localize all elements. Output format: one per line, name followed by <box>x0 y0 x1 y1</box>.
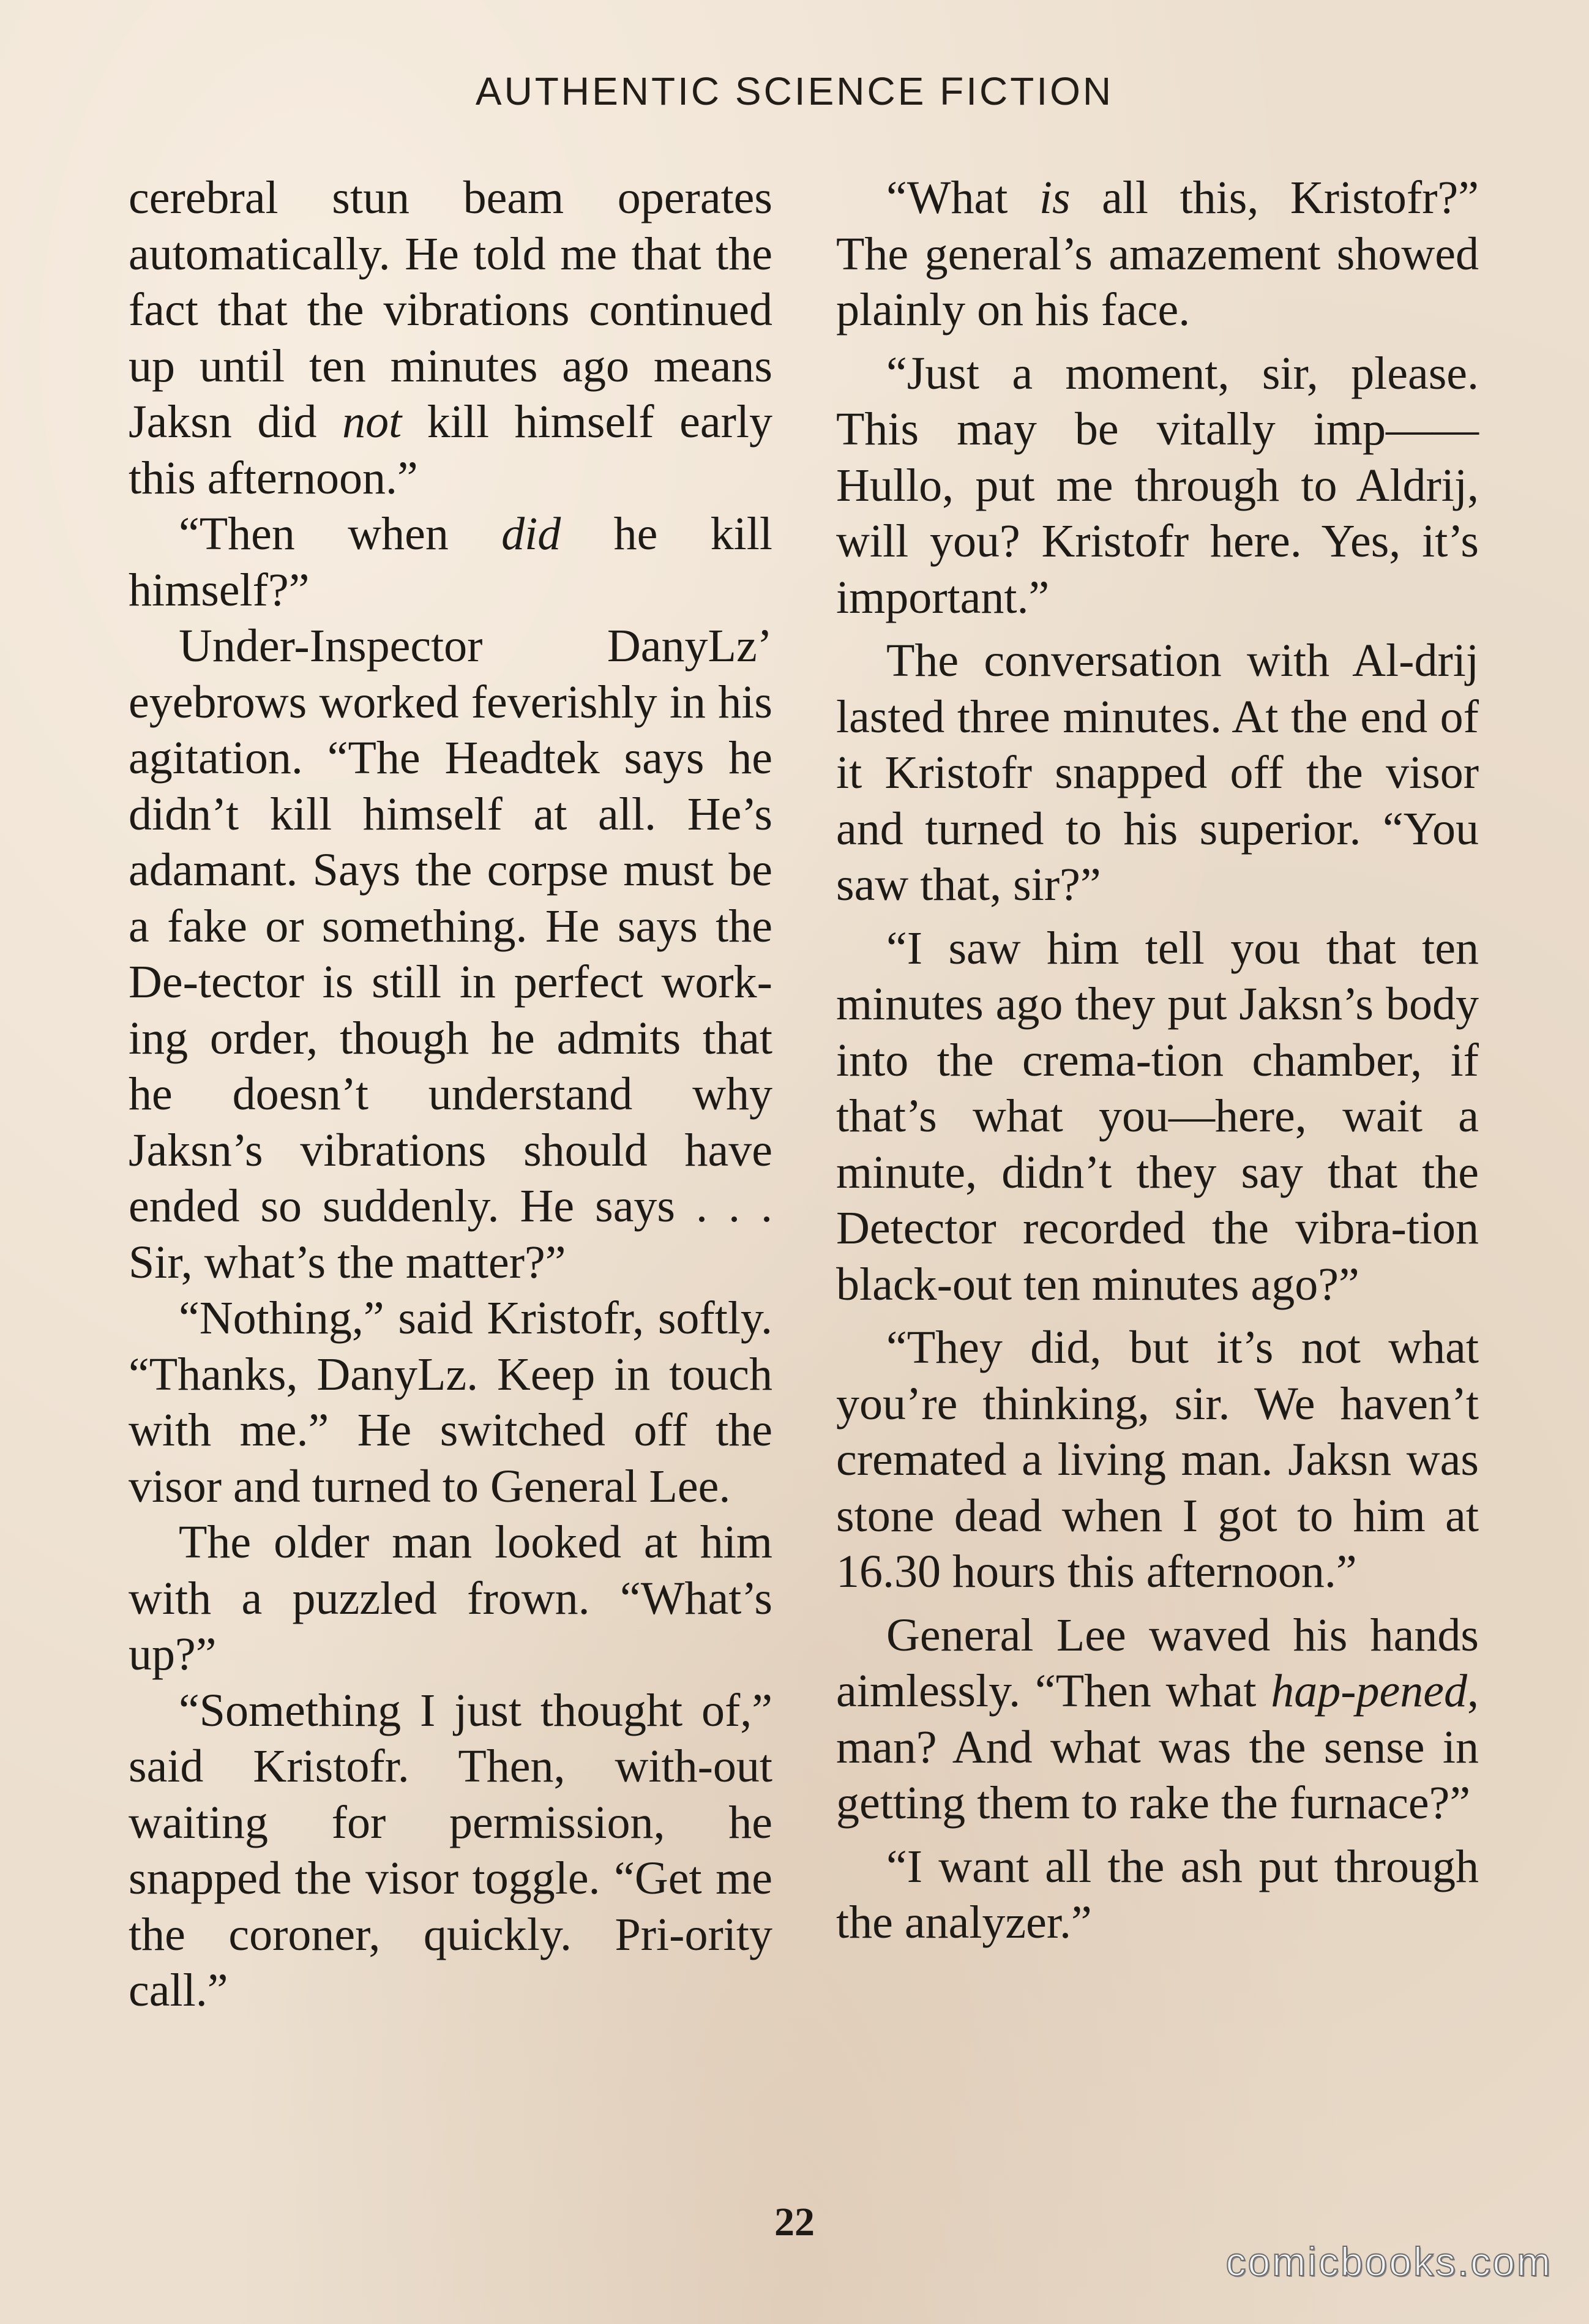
text-run: “I saw him tell you that ten minutes ago they put Jaksn’s body into the crema-tion chamber, if that’s what you—here, wait a minute, didn’t they say that the Detector recorded the vibra-tion black-out ten minutes ago?” <box>836 922 1479 1310</box>
italic-text: did <box>501 508 561 560</box>
text-run: The older man looked at him with a puzzled frown. “What’s up?” <box>129 1516 772 1680</box>
text-run: Under-Inspector DanyLz’ eyebrows worked feverishly in his agitation. “The Headtek says he didn’t kill himself at all. He’s adamant. Says the corpse must be a fake or something. He says the De-tector is still in perfect work-ing order, though he admits that he doesn’t understand why Jaksn’s vibrations should have ended so suddenly. He says . . . Sir, what’s the matter?” <box>129 620 772 1288</box>
running-head: AUTHENTIC SCIENCE FICTION <box>475 69 1114 113</box>
watermark: comicbooks.com <box>1225 2239 1552 2284</box>
text-run: “I want all the ash put through the analyzer.” <box>836 1840 1479 1948</box>
paragraph <box>836 921 1479 1313</box>
italic-text: not <box>342 396 402 448</box>
paragraph <box>129 506 772 618</box>
text-run: all this, Kristofr?” The general’s amazement showed plainly on his face. <box>836 172 1479 335</box>
paragraph <box>836 170 1479 339</box>
paragraph <box>129 1683 772 2019</box>
text-run: cerebral stun beam operates automatically. He told me that the fact that the vibrations continued up until ten minutes ago means Jaksn did <box>129 172 772 448</box>
page-number: 22 <box>774 2200 815 2244</box>
text-run: “What <box>886 172 1039 223</box>
text-run: The conversation with Al-drij lasted three minutes. At the end of it Kristofr snapped off the visor and turned to his superior. “You saw that, sir?” <box>836 635 1479 910</box>
italic-text: hap-pened <box>1271 1665 1467 1717</box>
paragraph <box>129 618 772 1291</box>
text-run: “Nothing,” said Kristofr, softly. “Thanks, DanyLz. Keep in touch with me.” He switched off the visor and turned to General Lee. <box>129 1292 772 1512</box>
paragraph <box>836 1839 1479 1951</box>
paragraph <box>836 1320 1479 1600</box>
text-run: he kill himself?” <box>129 508 772 616</box>
text-run: General Lee waved his hands aimlessly. “Then what <box>836 1609 1479 1717</box>
text-run: “Just a moment, sir, please. This may be vitally imp—— Hullo, put me through to Aldrij, will you? Kristofr here. Yes, it’s important.” <box>836 347 1479 623</box>
text-run: “Then when <box>179 508 502 560</box>
text-run: “They did, but it’s not what you’re thinking, sir. We haven’t cremated a living man. Jaksn was stone dead when I got to him at 16.30 hours this afternoon.” <box>836 1322 1479 1597</box>
text-run: “Something I just thought of,” said Kristofr. Then, with-out waiting for permission, he snapped the visor toggle. “Get me the coroner, quickly. Pri-ority call.” <box>129 1684 772 2016</box>
text-run: , man? And what was the sense in getting them to rake the furnace?” <box>836 1665 1479 1829</box>
paragraph <box>836 1608 1479 1832</box>
paragraph <box>129 170 772 506</box>
paragraph <box>836 346 1479 626</box>
text-column-left <box>129 170 772 2019</box>
paragraph <box>836 633 1479 913</box>
italic-text: is <box>1039 172 1071 223</box>
paragraph <box>129 1291 772 1515</box>
paragraph <box>129 1515 772 1683</box>
text-run: kill himself early this afternoon.” <box>129 396 773 504</box>
text-column-right <box>836 170 1479 1951</box>
